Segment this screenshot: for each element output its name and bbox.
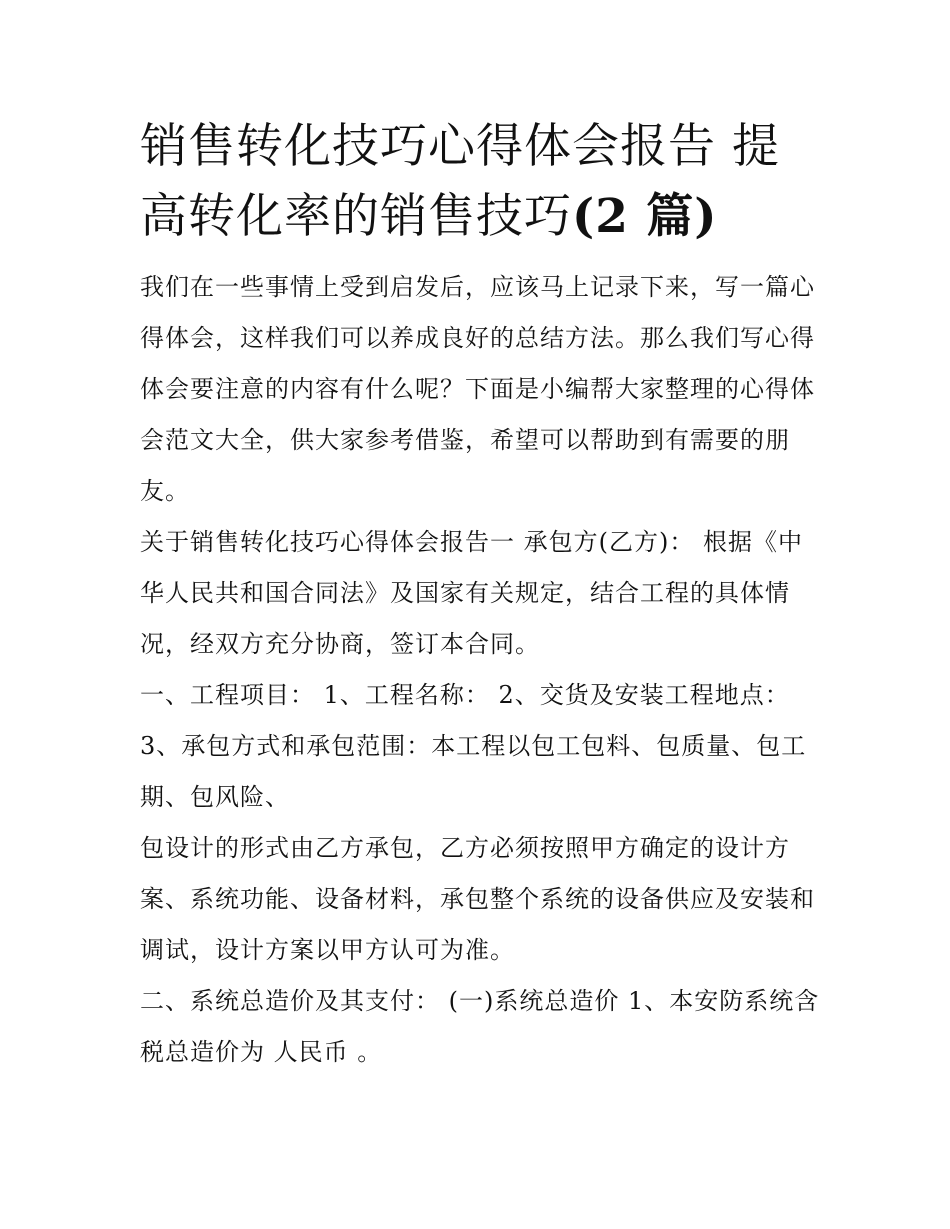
paragraph-total-cost: 二、系统总造价及其支付： (一)系统总造价 1、本安防系统含税总造价为 人民币 。 xyxy=(140,987,820,1066)
paragraph-contract-scope: 3、承包方式和承包范围：本工程以包工包料、包质量、包工期、包风险、 xyxy=(140,732,807,811)
document-title xyxy=(140,112,820,252)
paragraph-project: 一、工程项目： 1、工程名称： 2、交货及安装工程地点： xyxy=(140,681,790,709)
document-page xyxy=(140,112,820,1078)
title-article-count: (2 篇) xyxy=(572,189,718,244)
paragraph-design: 包设计的形式由乙方承包，乙方必须按照甲方确定的设计方案、系统功能、设备材料，承包整个系统的设备供应及安装和调试，设计方案以甲方认可为准。 xyxy=(140,834,815,964)
title-line-2: 高转化率的销售技巧 xyxy=(140,189,572,244)
paragraph-intro: 我们在一些事情上受到启发后，应该马上记录下来，写一篇心得体会，这样我们可以养成良好的总结方法。那么我们写心得体会要注意的内容有什么呢？下面是小编帮大家整理的心得体会范文大全，供大家参考借鉴，希望可以帮助到有需要的朋友。 xyxy=(140,273,815,505)
title-line-1: 销售转化技巧心得体会报告 提 xyxy=(140,119,780,174)
paragraph-contract-intro: 关于销售转化技巧心得体会报告一 承包方(乙方)： 根据《中华人民共和国合同法》及国家有关规定，结合工程的具体情况，经双方充分协商，签订本合同。 xyxy=(140,528,803,658)
